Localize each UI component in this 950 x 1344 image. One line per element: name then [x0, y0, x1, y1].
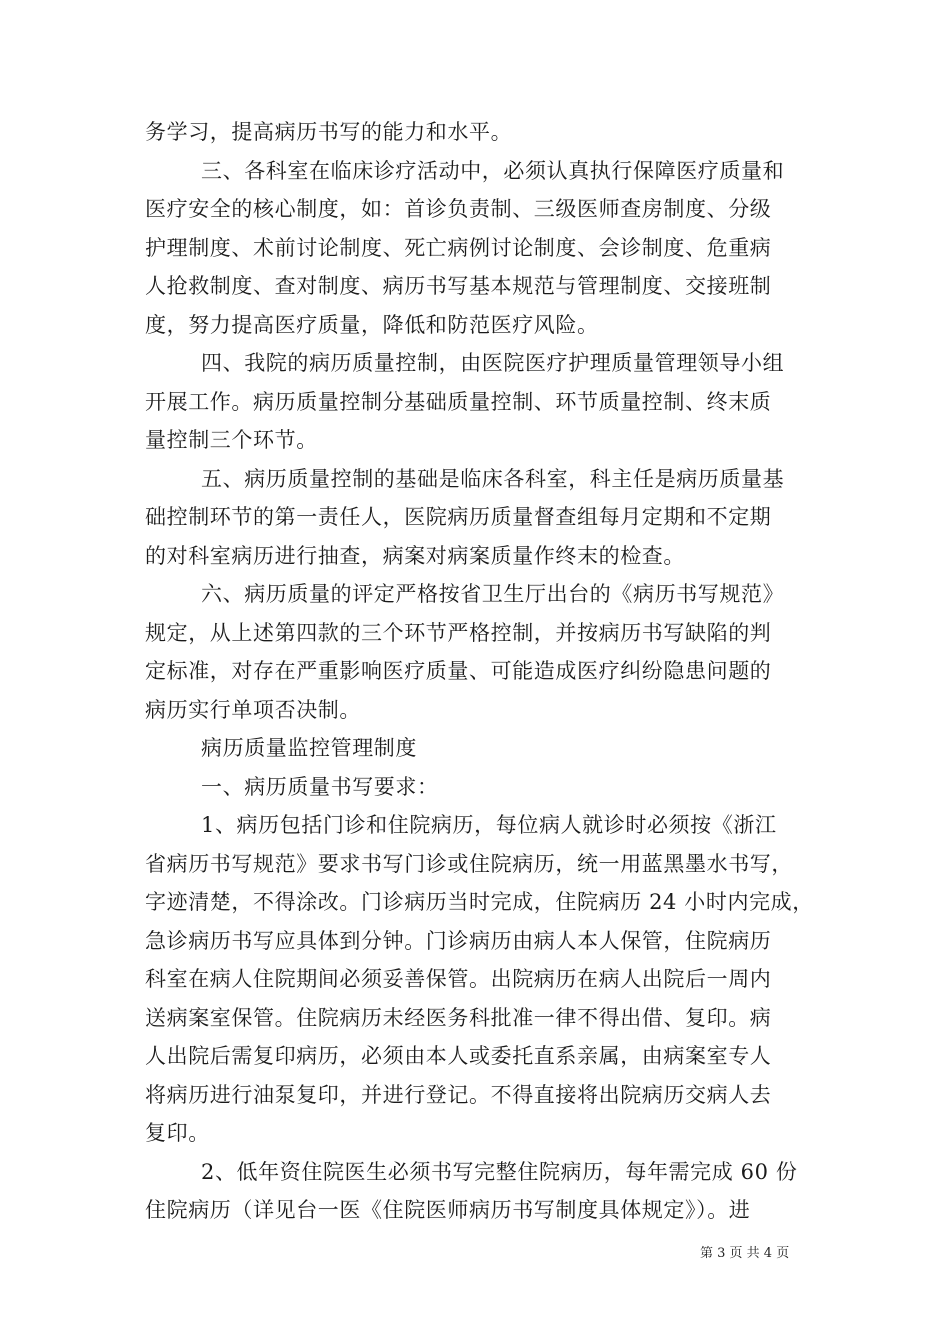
paragraph-4-heading: 四、我院的病历质量控制，由医院医疗护理质量管理领导小组: [201, 351, 785, 375]
text-line: 送病案室保管。住院病历未经医务科批准一律不得出借、复印。病: [145, 1005, 772, 1030]
page-number: 第 3 页 共 4 页: [700, 1246, 790, 1261]
text-line: 开展工作。病历质量控制分基础质量控制、环节质量控制、终末质: [145, 389, 772, 414]
text-line: 复印。: [145, 1121, 210, 1145]
text-line: 急诊病历书写应具体到分钟。门诊病历由病人本人保管，住院病历: [145, 928, 772, 953]
text-line: 量控制三个环节。: [145, 428, 318, 452]
text-line: 省病历书写规范》要求书写门诊或住院病历，统一用蓝黑墨水书写，: [145, 851, 793, 876]
text-line: 护理制度、术前讨论制度、死亡病例讨论制度、会诊制度、危重病: [145, 235, 772, 260]
text-line: 度，努力提高医疗质量，降低和防范医疗风险。: [145, 312, 599, 337]
document-body: [145, 113, 814, 1230]
section-title: 病历质量监控管理制度: [201, 736, 417, 760]
text-line: 础控制环节的第一责任人，医院病历质量督查组每月定期和不定期: [145, 505, 772, 529]
text-line: 定标准，对存在严重影响医疗质量、可能造成医疗纠纷隐患问题的: [145, 659, 772, 683]
text-line: 规定，从上述第四款的三个环节严格控制，并按病历书写缺陷的判: [145, 620, 772, 645]
subsection-heading: 一、病历质量书写要求：: [201, 774, 439, 799]
text-line: 将病历进行油泵复印，并进行登记。不得直接将出院病历交病人去: [145, 1082, 772, 1107]
text-line: 字迹清楚，不得涂改。门诊病历当时完成，住院病历 24 小时内完成，: [145, 890, 814, 914]
text-line: 人抢救制度、查对制度、病历书写基本规范与管理制度、交接班制: [145, 274, 772, 298]
paragraph-3-heading: 三、各科室在临床诊疗活动中，必须认真执行保障医疗质量和: [201, 158, 785, 183]
item-1-heading: 1、病历包括门诊和住院病历，每位病人就诊时必须按《浙江: [201, 813, 777, 837]
text-line: 的对科室病历进行抽查，病案对病案质量作终末的检查。: [145, 543, 685, 568]
paragraph-5-heading: 五、病历质量控制的基础是临床各科室，科主任是病历质量基: [201, 466, 785, 491]
text-line: 病历实行单项否决制。: [145, 697, 361, 722]
text-line: 住院病历（详见台一医《住院医师病历书写制度具体规定》）。进: [145, 1198, 751, 1222]
text-line: 务学习，提高病历书写的能力和水平。: [145, 120, 513, 144]
paragraph-6-heading: 六、病历质量的评定严格按省卫生厅出台的《病历书写规范》: [201, 582, 785, 606]
text-line: 人出院后需复印病历，必须由本人或委托直系亲属，由病案室专人: [145, 1044, 772, 1068]
text-line: 医疗安全的核心制度，如：首诊负责制、三级医师查房制度、分级: [145, 197, 772, 221]
item-2-heading: 2、低年资住院医生必须书写完整住院病历，每年需完成 60 份: [201, 1159, 798, 1184]
text-line: 科室在病人住院期间必须妥善保管。出院病历在病人出院后一周内: [145, 967, 772, 991]
